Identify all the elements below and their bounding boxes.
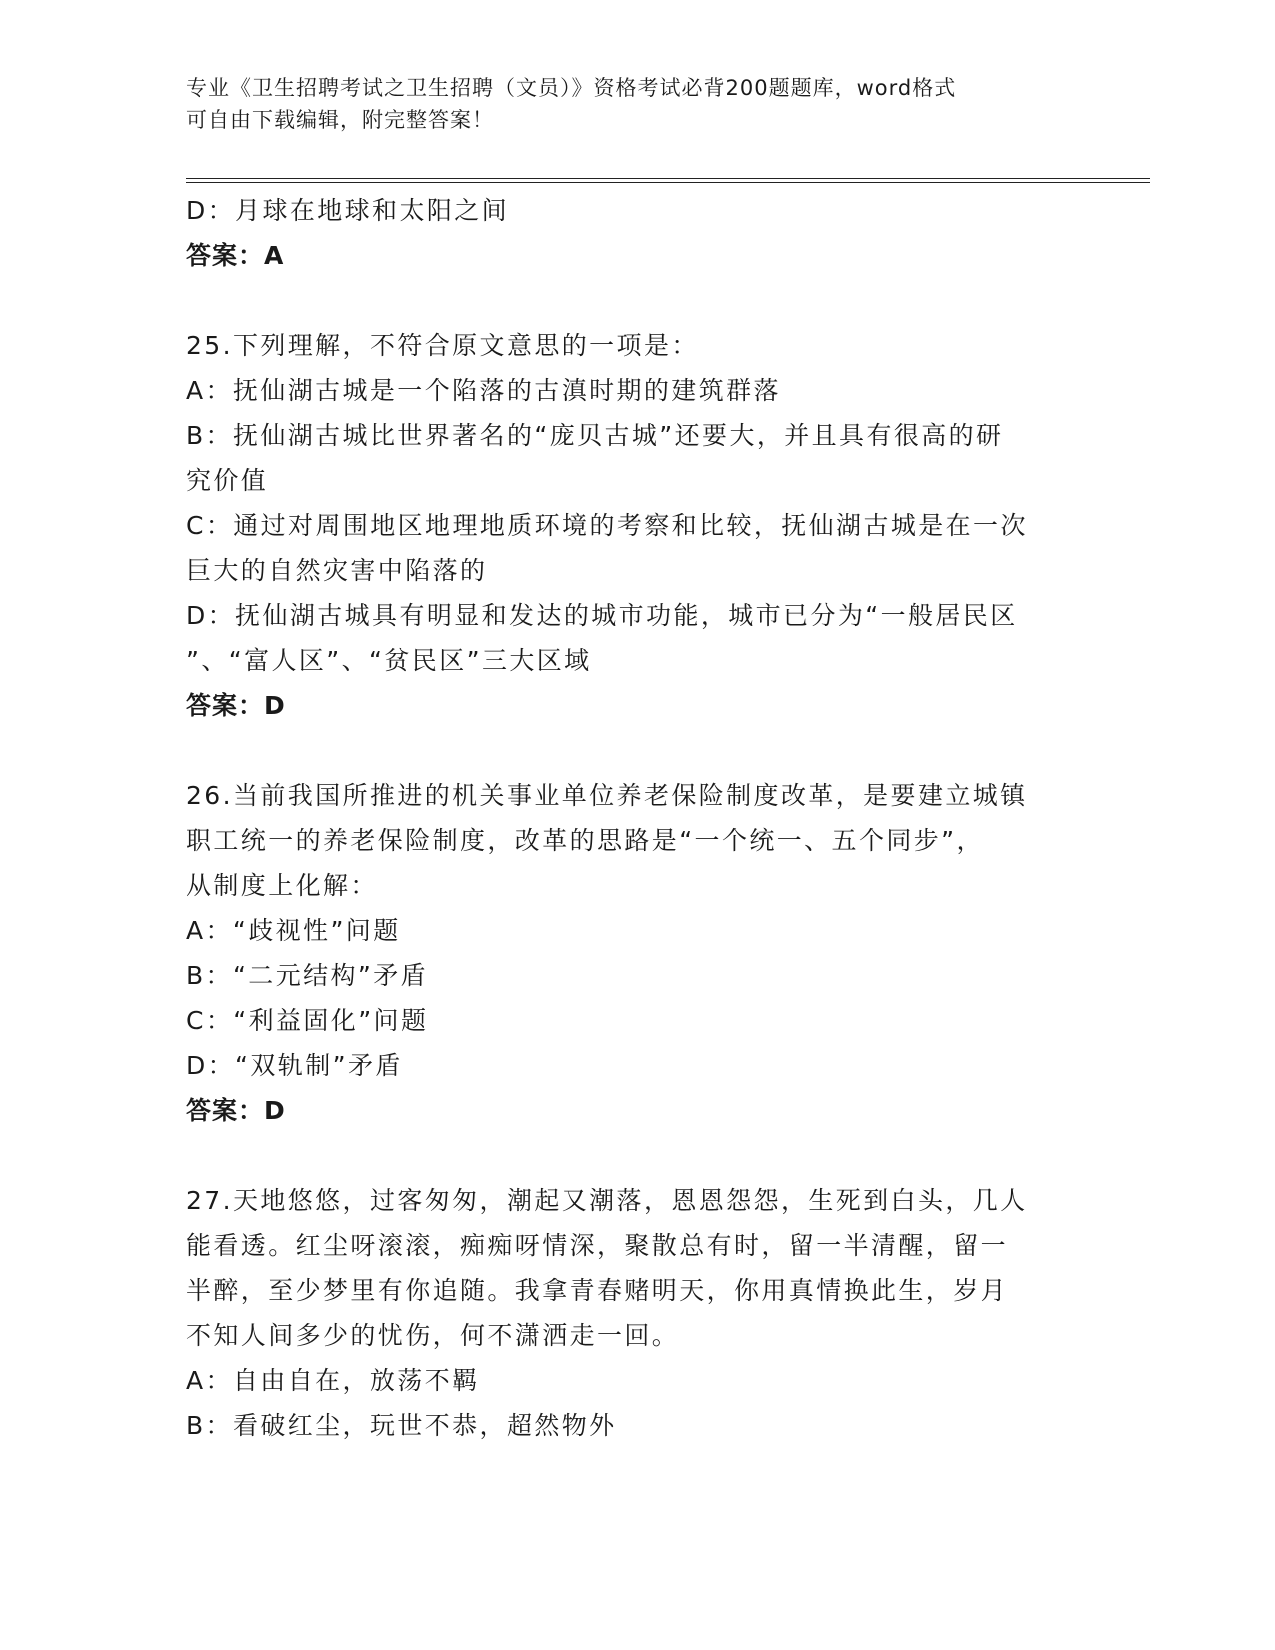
q26-question-line1: 26.当前我国所推进的机关事业单位养老保险制度改革，是要建立城镇 bbox=[186, 781, 1028, 810]
header-line-2: 可自由下载编辑，附完整答案！ bbox=[186, 108, 494, 132]
spacer bbox=[186, 278, 1076, 323]
q26-question-line3: 从制度上化解： bbox=[186, 871, 378, 900]
q26-option-d: D：“双轨制”矛盾 bbox=[186, 1051, 403, 1080]
spacer bbox=[186, 728, 1076, 773]
q27-question-line3: 半醉，至少梦里有你追随。我拿青春赌明天，你用真情换此生，岁月 bbox=[186, 1276, 1009, 1305]
q26-option-c: C：“利益固化”问题 bbox=[186, 1006, 429, 1035]
document-body bbox=[186, 188, 1076, 1448]
q27-option-b: B：看破红尘，玩世不恭，超然物外 bbox=[186, 1411, 617, 1440]
q26-answer: 答案：D bbox=[186, 1096, 286, 1125]
q25-option-c-line1: C：通过对周围地区地理地质环境的考察和比较，抚仙湖古城是在一次 bbox=[186, 511, 1028, 540]
q27-option-a: A：自由自在，放荡不羁 bbox=[186, 1366, 480, 1395]
header-line-1: 专业《卫生招聘考试之卫生招聘（文员）》资格考试必背200题题库，word格式 bbox=[186, 76, 957, 100]
q27-question-line4: 不知人间多少的忧伤，何不潇洒走一回。 bbox=[186, 1321, 680, 1350]
q25-option-b-line1: B：抚仙湖古城比世界著名的“庞贝古城”还要大，并且具有很高的研 bbox=[186, 421, 1004, 450]
q27-question-line1: 27.天地悠悠，过客匆匆，潮起又潮落，恩恩怨怨，生死到白头，几人 bbox=[186, 1186, 1028, 1215]
q25-answer: 答案：D bbox=[186, 691, 286, 720]
prev-option-d: D：月球在地球和太阳之间 bbox=[186, 196, 510, 225]
q25-option-a: A：抚仙湖古城是一个陷落的古滇时期的建筑群落 bbox=[186, 376, 781, 405]
header-divider-thin bbox=[186, 178, 1150, 179]
prev-answer: 答案：A bbox=[186, 241, 285, 270]
q25-question: 25.下列理解，不符合原文意思的一项是： bbox=[186, 331, 699, 360]
page-header bbox=[186, 72, 1086, 136]
q26-option-a: A：“歧视性”问题 bbox=[186, 916, 401, 945]
q25-option-d-line2: ”、“富人区”、“贫民区”三大区域 bbox=[186, 646, 592, 675]
q25-option-c-line2: 巨大的自然灾害中陷落的 bbox=[186, 556, 488, 585]
header-divider-thick bbox=[186, 182, 1150, 183]
q25-option-d-line1: D：抚仙湖古城具有明显和发达的城市功能，城市已分为“一般居民区 bbox=[186, 601, 1018, 630]
q25-option-b-line2: 究价值 bbox=[186, 466, 269, 495]
spacer bbox=[186, 1133, 1076, 1178]
q27-question-line2: 能看透。红尘呀滚滚，痴痴呀情深，聚散总有时，留一半清醒，留一 bbox=[186, 1231, 1009, 1260]
q26-option-b: B：“二元结构”矛盾 bbox=[186, 961, 429, 990]
q26-question-line2: 职工统一的养老保险制度，改革的思路是“一个统一、五个同步”， bbox=[186, 826, 984, 855]
